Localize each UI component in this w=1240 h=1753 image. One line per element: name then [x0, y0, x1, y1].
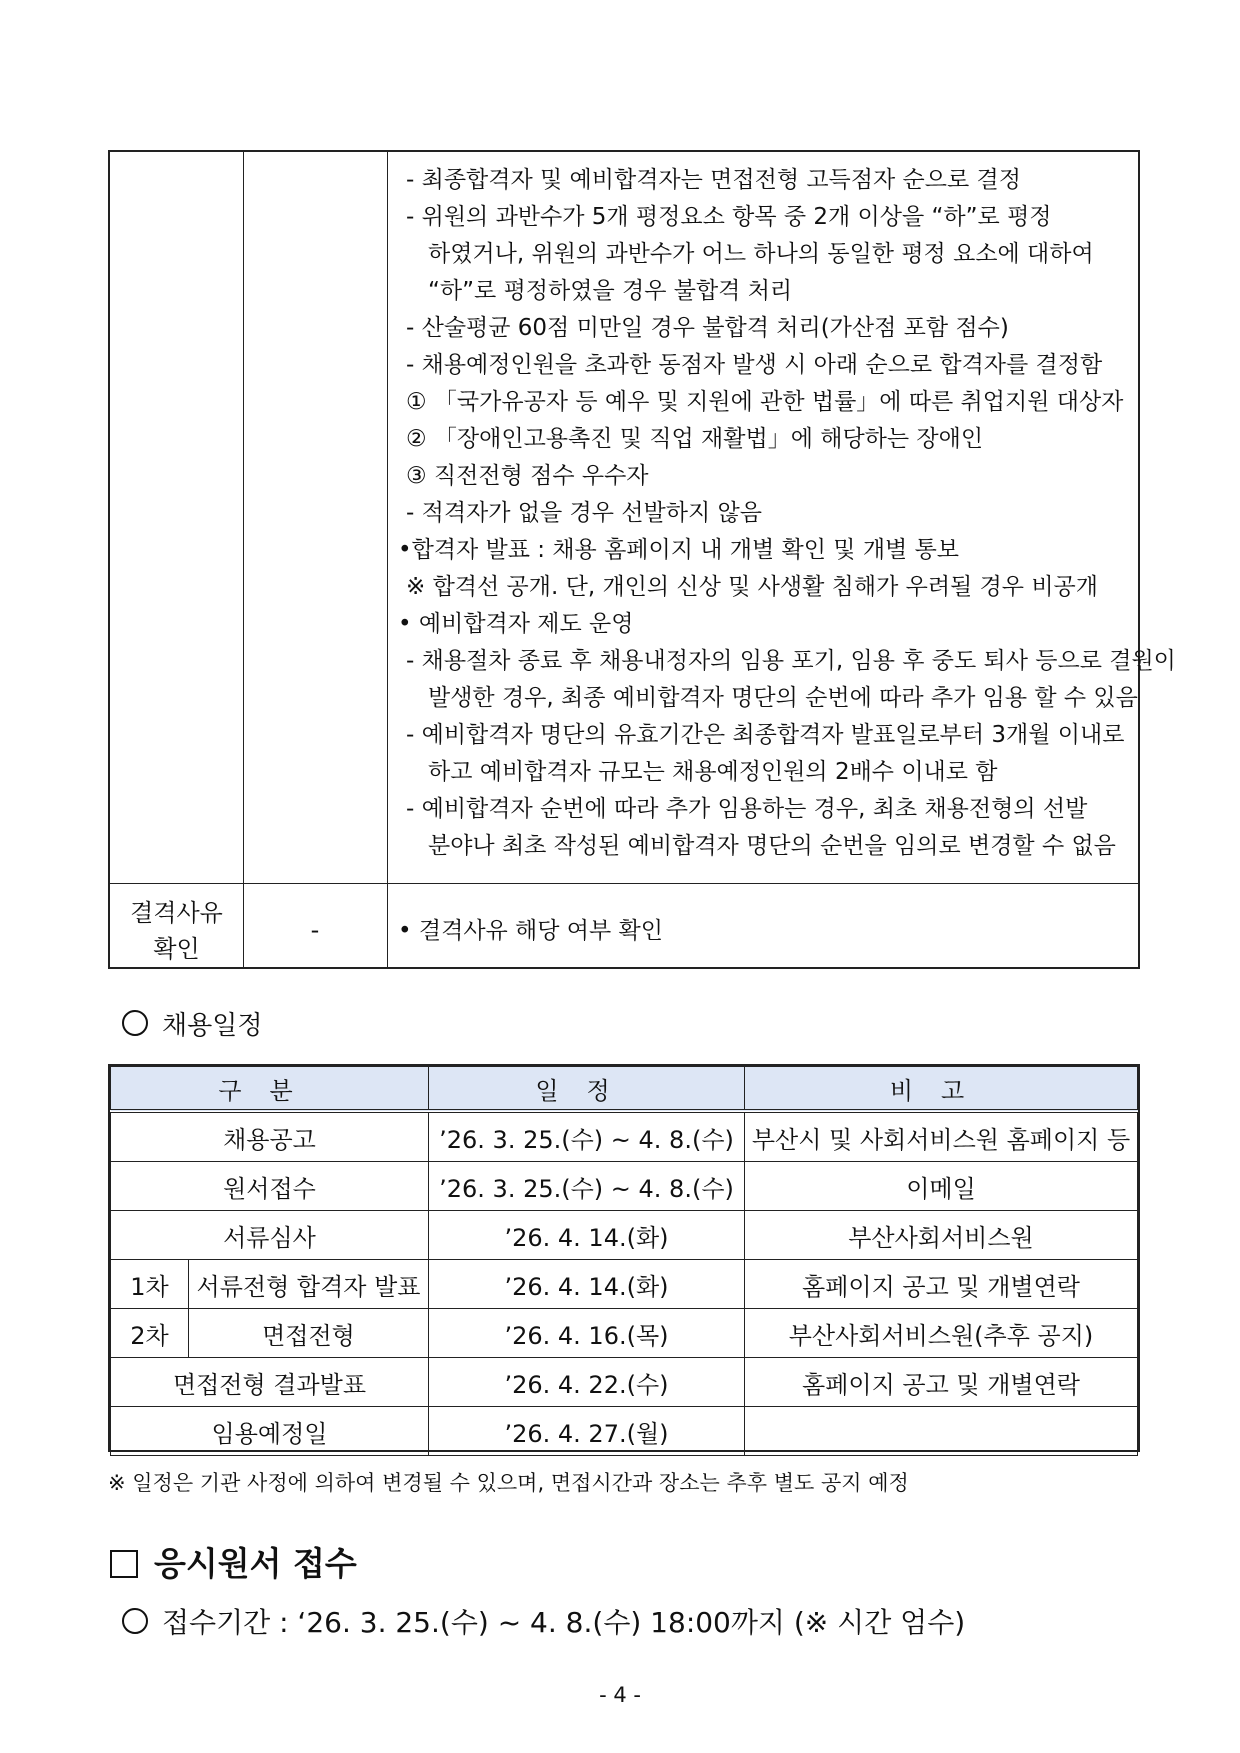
criteria-line: ② 「장애인고용촉진 및 직업 재활법」에 해당하는 장애인 [406, 426, 984, 452]
table-row [111, 1358, 1138, 1407]
row-middle: - [310, 916, 320, 944]
schedule-note: 부산사회서비스원(추후 공지) [745, 1309, 1138, 1358]
row-content: • 결격사유 해당 여부 확인 [398, 918, 663, 944]
row-label [110, 895, 243, 967]
square-bullet-icon [110, 1550, 138, 1578]
schedule-date: ’26. 4. 16.(목) [429, 1309, 745, 1358]
schedule-date: ’26. 3. 25.(수) ~ 4. 8.(수) [429, 1111, 745, 1162]
schedule-stage: 2차 [111, 1309, 189, 1358]
schedule-name: 서류심사 [111, 1211, 429, 1260]
schedule-table [108, 1064, 1140, 1452]
criteria-line: •합격자 발표 : 채용 홈페이지 내 개별 확인 및 개별 통보 [398, 537, 960, 563]
table-row [111, 1407, 1138, 1456]
schedule-date: ’26. 4. 27.(월) [429, 1407, 745, 1456]
schedule-name: 면접전형 결과발표 [111, 1358, 429, 1407]
criteria-line: ① 「국가유공자 등 예우 및 지원에 관한 법률」에 따른 취업지원 대상자 [406, 389, 1124, 415]
row-label-line: 결격사유 [130, 899, 223, 927]
criteria-line: - 산술평균 60점 미만일 경우 불합격 처리(가산점 포함 점수) [406, 315, 1009, 341]
schedule-name: 서류전형 합격자 발표 [189, 1260, 429, 1309]
criteria-line: - 채용예정인원을 초과한 동점자 발생 시 아래 순으로 합격자를 결정함 [406, 352, 1103, 378]
criteria-line: 분야나 최초 작성된 예비합격자 명단의 순번을 임의로 변경할 수 없음 [428, 833, 1116, 859]
table-row [111, 1211, 1138, 1260]
schedule-note: 부산사회서비스원 [745, 1211, 1138, 1260]
criteria-line: - 채용절차 종료 후 채용내정자의 임용 포기, 임용 후 중도 퇴사 등으로 결원이 [406, 648, 1176, 674]
schedule-name: 채용공고 [111, 1111, 429, 1162]
header-cell: 일정 [429, 1067, 745, 1112]
schedule-date: ’26. 4. 14.(화) [429, 1260, 745, 1309]
schedule-note: 부산시 및 사회서비스원 홈페이지 등 [745, 1111, 1138, 1162]
header-cell: 구분 [111, 1067, 429, 1112]
schedule-name: 원서접수 [111, 1162, 429, 1211]
table-row [111, 1309, 1138, 1358]
criteria-line: - 최종합격자 및 예비합격자는 면접전형 고득점자 순으로 결정 [406, 167, 1021, 193]
table-header-row [111, 1067, 1138, 1112]
circle-bullet-icon [122, 1608, 148, 1634]
criteria-line: • 예비합격자 제도 운영 [398, 611, 634, 637]
criteria-line: “하”로 평정하였을 경우 불합격 처리 [428, 278, 793, 304]
schedule-date: ’26. 4. 14.(화) [429, 1211, 745, 1260]
criteria-line: ③ 직전전형 점수 우수자 [406, 463, 649, 489]
criteria-line: 하고 예비합격자 규모는 채용예정인원의 2배수 이내로 함 [428, 759, 998, 785]
schedule-date: ’26. 3. 25.(수) ~ 4. 8.(수) [429, 1162, 745, 1211]
table-row [111, 1162, 1138, 1211]
criteria-line: - 예비합격자 순번에 따라 추가 임용하는 경우, 최초 채용전형의 선발 [406, 796, 1088, 822]
table-divider [243, 152, 244, 967]
schedule-note: 홈페이지 공고 및 개별연락 [745, 1358, 1138, 1407]
schedule-title: 채용일정 [122, 1005, 262, 1042]
application-heading: 응시원서 접수 [110, 1538, 357, 1585]
criteria-line: 발생한 경우, 최종 예비합격자 명단의 순번에 따라 추가 임용 할 수 있음 [428, 685, 1138, 711]
schedule-name: 면접전형 [189, 1309, 429, 1358]
criteria-line: - 적격자가 없을 경우 선발하지 않음 [406, 500, 762, 526]
schedule-name: 임용예정일 [111, 1407, 429, 1456]
circle-bullet-icon [122, 1010, 148, 1036]
criteria-line: 하였거나, 위원의 과반수가 어느 하나의 동일한 평정 요소에 대하여 [428, 241, 1094, 267]
table-divider [387, 152, 388, 967]
criteria-line: ※ 합격선 공개. 단, 개인의 신상 및 사생활 침해가 우려될 경우 비공개 [406, 574, 1098, 600]
schedule-note: 이메일 [745, 1162, 1138, 1211]
page-number: - 4 - [599, 1683, 641, 1707]
criteria-line: - 예비합격자 명단의 유효기간은 최종합격자 발표일로부터 3개월 이내로 [406, 722, 1125, 748]
criteria-line: - 위원의 과반수가 5개 평정요소 항목 중 2개 이상을 “하”로 평정 [406, 204, 1052, 230]
table-row [111, 1260, 1138, 1309]
header-cell: 비고 [745, 1067, 1138, 1112]
application-period: 접수기간 : ‘26. 3. 25.(수) ~ 4. 8.(수) 18:00까지 (※ 시간 엄수) [122, 1601, 965, 1641]
schedule-footnote: ※ 일정은 기관 사정에 의하여 변경될 수 있으며, 면접시간과 장소는 추후 별도 공지 예정 [108, 1471, 909, 1495]
criteria-table [108, 150, 1176, 969]
schedule-note: 홈페이지 공고 및 개별연락 [745, 1260, 1138, 1309]
table-divider [110, 883, 1138, 884]
schedule-stage: 1차 [111, 1260, 189, 1309]
row-label-line: 확인 [153, 935, 200, 963]
schedule-date: ’26. 4. 22.(수) [429, 1358, 745, 1407]
table-row [111, 1111, 1138, 1162]
schedule-note [745, 1407, 1138, 1456]
